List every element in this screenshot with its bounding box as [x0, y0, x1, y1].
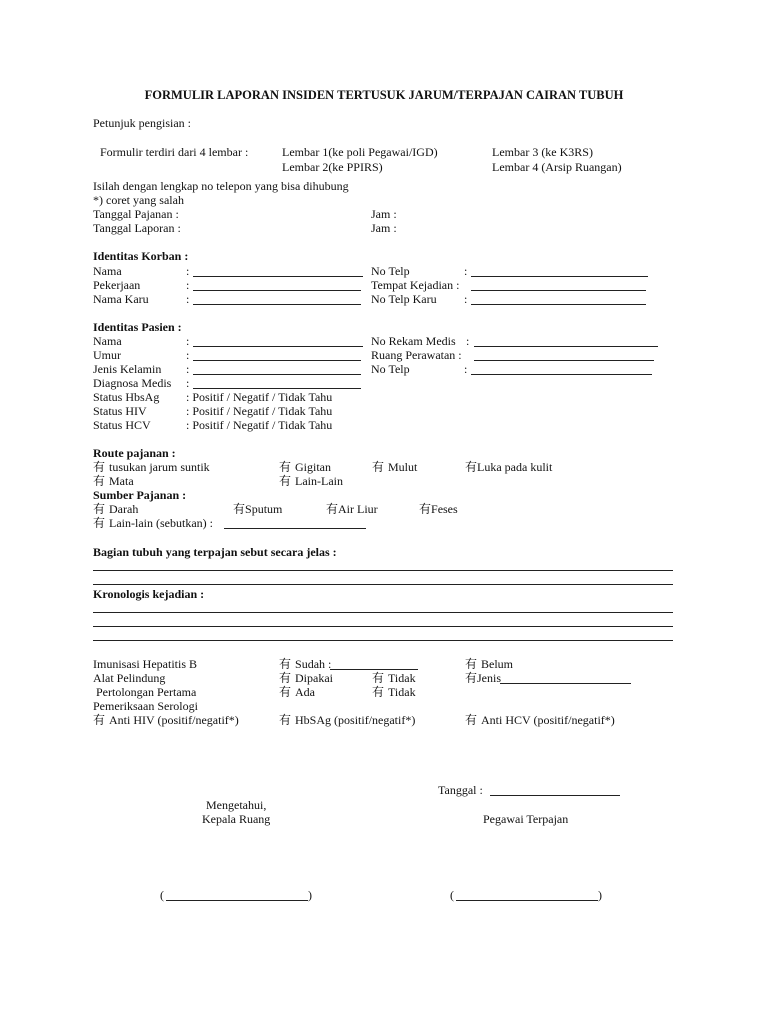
checkbox-icon[interactable]: 有: [279, 671, 292, 685]
checkbox-icon[interactable]: 有: [419, 502, 432, 516]
checkbox-icon[interactable]: 有: [465, 460, 478, 474]
sheet-4: Lembar 4 (Arsip Ruangan): [492, 160, 622, 174]
patient-hiv-options[interactable]: : Positif / Negatif / Tidak Tahu: [186, 404, 333, 418]
route-heading: Route pajanan :: [93, 446, 176, 460]
exposed-employee-label: Pegawai Terpajan: [483, 812, 569, 826]
checkbox-icon[interactable]: 有: [372, 685, 385, 699]
option-label: Feses: [431, 502, 458, 516]
checkbox-icon[interactable]: 有: [372, 460, 385, 474]
option-label: HbSAg (positif/negatif*): [295, 713, 416, 727]
route-needle-option[interactable]: [93, 460, 210, 474]
hep-b-done-field[interactable]: [330, 669, 418, 670]
colon: :: [186, 292, 190, 306]
source-sputum-option[interactable]: [233, 502, 282, 516]
victim-place-label: Tempat Kejadian :: [371, 278, 460, 292]
ppe-type-field[interactable]: [500, 683, 631, 684]
colon: :: [186, 264, 190, 278]
victim-name-label: Nama: [93, 264, 122, 278]
option-label: Anti HCV (positif/negatif*): [481, 713, 615, 727]
victim-phone-label: No Telp: [371, 264, 410, 278]
sheet-1: Lembar 1(ke poli Pegawai/IGD): [282, 145, 438, 159]
option-label: Lain-lain (sebutkan) :: [109, 516, 213, 530]
body-part-heading: Bagian tubuh yang terpajan sebut secara jelas :: [93, 545, 337, 559]
patient-hcv-options[interactable]: : Positif / Negatif / Tidak Tahu: [186, 418, 333, 432]
source-heading: Sumber Pajanan :: [93, 488, 187, 502]
option-label: Air Liur: [338, 502, 378, 516]
route-eye-option[interactable]: [93, 474, 134, 488]
report-date-label: Tanggal Laporan :: [93, 221, 181, 235]
checkbox-icon[interactable]: 有: [233, 502, 246, 516]
patient-ward-field[interactable]: [474, 360, 654, 361]
source-other-field[interactable]: [224, 528, 366, 529]
colon: :: [186, 376, 190, 390]
ppe-label: Alat Pelindung: [93, 671, 166, 685]
checkbox-icon[interactable]: 有: [279, 685, 292, 699]
patient-hiv-label: Status HIV: [93, 404, 147, 418]
hep-b-done-option[interactable]: [279, 657, 331, 671]
checkbox-icon[interactable]: 有: [279, 657, 292, 671]
option-label: Ada: [295, 685, 316, 699]
instructions-intro: Formulir terdiri dari 4 lembar :: [100, 145, 249, 159]
option-label: Darah: [109, 502, 139, 516]
colon: :: [464, 264, 468, 278]
colon: :: [186, 334, 190, 348]
option-label: tusukan jarum suntik: [109, 460, 210, 474]
victim-place-field[interactable]: [471, 290, 646, 291]
chronology-line-2[interactable]: [93, 626, 673, 627]
patient-sex-field[interactable]: [193, 374, 361, 375]
route-other-option[interactable]: [279, 474, 343, 488]
hep-b-label: Imunisasi Hepatitis B: [93, 657, 197, 671]
victim-heading: Identitas Korban :: [93, 249, 189, 263]
first-aid-no-option[interactable]: [372, 685, 416, 699]
sheet-3: Lembar 3 (ke K3RS): [492, 145, 593, 159]
route-wound-option[interactable]: [465, 460, 552, 474]
employee-signature-field[interactable]: [456, 900, 598, 901]
option-label: Anti HIV (positif/negatif*): [109, 713, 239, 727]
patient-age-field[interactable]: [193, 360, 361, 361]
sheet-2: Lembar 2(ke PPIRS): [282, 160, 383, 174]
victim-supervisor-phone-label: No Telp Karu: [371, 292, 437, 306]
anti-hiv-option[interactable]: [93, 713, 239, 727]
signature-paren-open: (: [160, 888, 164, 902]
colon: :: [186, 362, 190, 376]
checkbox-icon[interactable]: 有: [465, 713, 478, 727]
victim-supervisor-field[interactable]: [193, 304, 361, 305]
head-signature-field[interactable]: [166, 900, 308, 901]
patient-diagnosis-label: Diagnosa Medis: [93, 376, 172, 390]
acknowledged-label: Mengetahui,: [206, 798, 267, 812]
chronology-heading: Kronologis kejadian :: [93, 587, 205, 601]
victim-supervisor-label: Nama Karu: [93, 292, 149, 306]
report-time-label: Jam :: [371, 221, 397, 235]
option-label: Tidak: [388, 685, 416, 699]
victim-job-field[interactable]: [193, 290, 361, 291]
patient-age-label: Umur: [93, 348, 121, 362]
checkbox-icon[interactable]: 有: [93, 460, 106, 474]
patient-hbsag-options[interactable]: : Positif / Negatif / Tidak Tahu: [186, 390, 333, 404]
signature-paren-open: (: [450, 888, 454, 902]
option-label: Lain-Lain: [295, 474, 343, 488]
hep-b-not-yet-option[interactable]: [465, 657, 513, 671]
patient-sex-label: Jenis Kelamin: [93, 362, 162, 376]
patient-phone-label: No Telp: [371, 362, 410, 376]
option-label: Dipakai: [295, 671, 334, 685]
checkbox-icon[interactable]: 有: [279, 474, 292, 488]
anti-hcv-option[interactable]: [465, 713, 615, 727]
option-label: Jenis: [477, 671, 502, 685]
source-saliva-option[interactable]: [326, 502, 378, 516]
checkbox-icon[interactable]: 有: [93, 516, 106, 530]
signature-date-field[interactable]: [490, 795, 620, 796]
colon: :: [464, 362, 468, 376]
source-blood-option[interactable]: [93, 502, 138, 516]
colon: :: [466, 334, 470, 348]
instructions-heading: Petunjuk pengisian :: [93, 116, 191, 130]
checkbox-icon[interactable]: 有: [465, 657, 478, 671]
patient-hcv-label: Status HCV: [93, 418, 151, 432]
option-label: Mata: [109, 474, 134, 488]
patient-hbsag-label: Status HbsAg: [93, 390, 160, 404]
victim-phone-field[interactable]: [471, 276, 648, 277]
signature-paren-close: ): [598, 888, 602, 902]
colon: :: [186, 278, 190, 292]
colon: :: [464, 292, 468, 306]
source-feces-option[interactable]: [419, 502, 458, 516]
colon: :: [186, 348, 190, 362]
checkbox-icon[interactable]: 有: [465, 671, 478, 685]
ppe-no-option[interactable]: [372, 671, 416, 685]
option-label: Tidak: [388, 671, 416, 685]
body-part-line-1[interactable]: [93, 570, 673, 571]
first-aid-label: Pertolongan Pertama: [96, 685, 197, 699]
patient-ward-label: Ruang Perawatan :: [371, 348, 462, 362]
patient-name-label: Nama: [93, 334, 122, 348]
patient-record-label: No Rekam Medis: [371, 334, 456, 348]
exposure-time-label: Jam :: [371, 207, 397, 221]
first-aid-exists-option[interactable]: [279, 685, 315, 699]
patient-name-field[interactable]: [193, 346, 363, 347]
chronology-line-3[interactable]: [93, 640, 673, 641]
serology-label: Pemeriksaan Serologi: [93, 699, 198, 713]
checkbox-icon[interactable]: 有: [93, 713, 106, 727]
patient-diagnosis-field[interactable]: [193, 388, 361, 389]
route-mouth-option[interactable]: [372, 460, 417, 474]
option-label: Sputum: [245, 502, 283, 516]
source-other-option[interactable]: [93, 516, 213, 530]
victim-job-label: Pekerjaan: [93, 278, 141, 292]
chronology-line-1[interactable]: [93, 612, 673, 613]
victim-supervisor-phone-field[interactable]: [471, 304, 646, 305]
checkbox-icon[interactable]: 有: [93, 474, 106, 488]
option-label: Mulut: [388, 460, 418, 474]
ppe-type-option[interactable]: [465, 671, 501, 685]
ppe-worn-option[interactable]: [279, 671, 333, 685]
strike-note: *) coret yang salah: [93, 193, 184, 207]
checkbox-icon[interactable]: 有: [326, 502, 339, 516]
exposure-date-label: Tanggal Pajanan :: [93, 207, 179, 221]
checkbox-icon[interactable]: 有: [372, 671, 385, 685]
form-title: FORMULIR LAPORAN INSIDEN TERTUSUK JARUM/TERPAJAN CAIRAN TUBUH: [144, 88, 624, 102]
head-of-ward-label: Kepala Ruang: [202, 812, 271, 826]
checkbox-icon[interactable]: 有: [279, 713, 292, 727]
victim-name-field[interactable]: [193, 276, 363, 277]
body-part-line-2[interactable]: [93, 584, 673, 585]
checkbox-icon[interactable]: 有: [279, 460, 292, 474]
option-label: Belum: [481, 657, 514, 671]
option-label: Luka pada kulit: [477, 460, 553, 474]
patient-phone-field[interactable]: [471, 374, 652, 375]
option-label: Sudah :: [295, 657, 332, 671]
route-bite-option[interactable]: [279, 460, 331, 474]
phone-note: Isilah dengan lengkap no telepon yang bisa dihubung: [93, 179, 349, 193]
patient-heading: Identitas Pasien :: [93, 320, 182, 334]
option-label: Gigitan: [295, 460, 332, 474]
signature-date-label: Tanggal :: [438, 783, 483, 797]
signature-paren-close: ): [308, 888, 312, 902]
hbsag-option[interactable]: [279, 713, 415, 727]
checkbox-icon[interactable]: 有: [93, 502, 106, 516]
patient-record-field[interactable]: [474, 346, 658, 347]
